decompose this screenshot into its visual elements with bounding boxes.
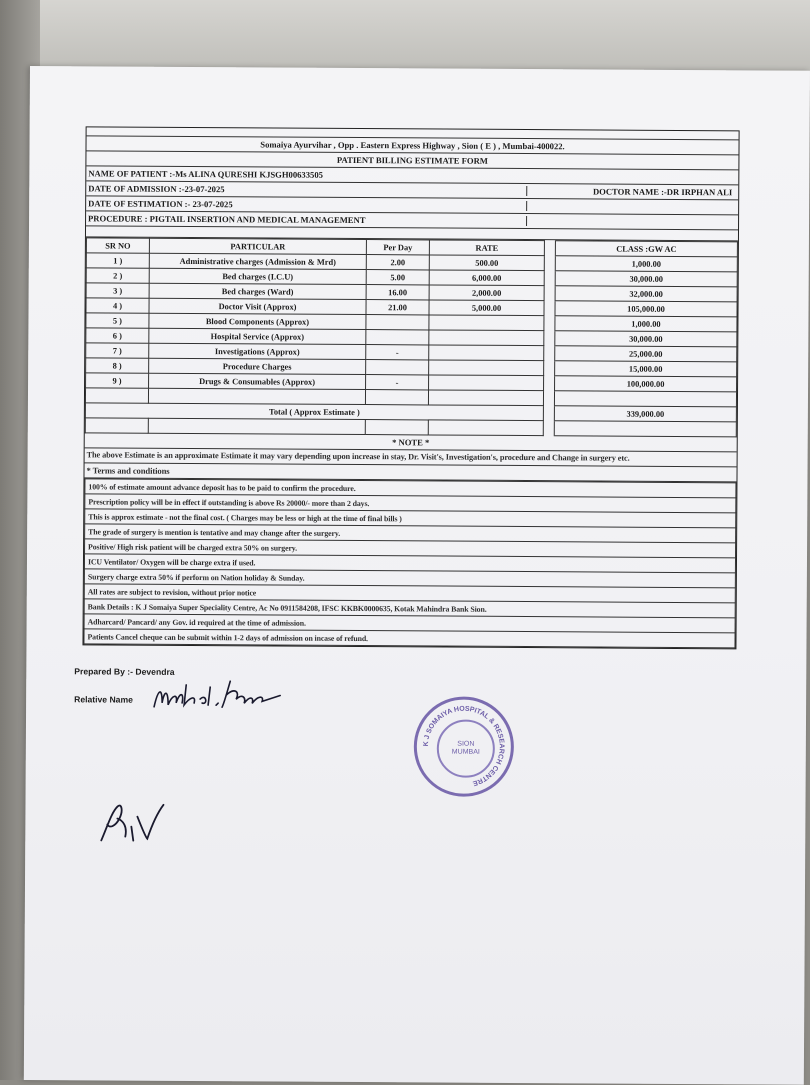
stamp-center [437, 719, 495, 777]
row-sr-no: 7 ) [86, 343, 149, 358]
row-per-day: 16.00 [366, 285, 429, 300]
row-particular: Doctor Visit (Approx) [149, 298, 366, 314]
relative-signature [150, 677, 290, 718]
row-particular: Administrative charges (Admission & Mrd) [149, 253, 366, 269]
terms-item: Surgery charge extra 50% if perform on Nation holiday & Sunday. [84, 569, 735, 588]
terms-item: Positive/ High risk patient will be charged extra 50% on surgery. [85, 539, 736, 558]
terms-item: This is approx estimate - not the final cost. ( Charges may be less or high at the time of final bills ) [85, 509, 736, 528]
gap-cell [544, 256, 555, 271]
doctor-name: DOCTOR NAME :-DR IRPHAN ALI [592, 186, 733, 198]
gap-cell [544, 316, 555, 331]
total-value: 339,000.00 [554, 406, 736, 422]
gap-cell [544, 346, 555, 361]
row-particular: Hospital Service (Approx) [149, 328, 366, 344]
row-per-day [366, 330, 429, 345]
row-rate [429, 330, 544, 346]
header-particular: PARTICULAR [149, 238, 366, 254]
row-particular: Bed charges (Ward) [149, 283, 366, 299]
terms-item: Adharcard/ Pancard/ any Gov. id required at the time of admission. [84, 614, 735, 633]
item-rows [86, 253, 738, 392]
row-per-day [366, 315, 429, 330]
row-amount: 25,000.00 [555, 346, 737, 362]
note-heading: * NOTE * [392, 437, 430, 448]
terms-item: Bank Details : K J Somaiya Super Speciality Centre, Ac No 0911584208, IFSC KKBK0000635, Kotak Mahindra Bank Sion. [84, 599, 735, 618]
row-rate: 5,000.00 [429, 300, 544, 316]
terms-item: Prescription policy will be in effect if outstanding is above Rs 20000/- more than 2 days. [85, 494, 736, 513]
gap-cell [544, 331, 555, 346]
gap-cell [544, 376, 555, 391]
gap-cell [544, 301, 555, 316]
blank-cell [527, 221, 738, 222]
row-per-day: - [366, 375, 429, 390]
row-sr-no: 1 ) [86, 253, 149, 268]
row-per-day: - [366, 345, 429, 360]
row-amount: 15,000.00 [555, 361, 737, 377]
row-particular: Investigations (Approx) [149, 343, 366, 359]
row-rate: 500.00 [429, 255, 544, 271]
note-text: The above Estimate is an approximate Estimate it may vary depending upon increase in stay, Dr. Visit's, Investigation's, procedure and Change in surgery etc. [85, 448, 737, 467]
gap-cell [543, 406, 554, 421]
row-per-day: 5.00 [366, 270, 429, 285]
row-rate: 2,000.00 [429, 285, 544, 301]
gap-cell [544, 361, 555, 376]
row-sr-no: 3 ) [86, 283, 149, 298]
row-rate [429, 315, 544, 331]
row-sr-no: 9 ) [86, 373, 149, 388]
patient-name: NAME OF PATIENT :-Ms ALINA QURESHI KJSGH00633505 [88, 168, 323, 180]
gap-cell [544, 241, 555, 256]
patient-signature [97, 796, 177, 846]
hospital-stamp [414, 696, 515, 797]
blank-cell [527, 206, 738, 207]
stamp-city-2: MUMBAI [451, 748, 480, 756]
total-label: Total ( Approx Estimate ) [85, 403, 543, 421]
terms-item: 100% of estimate amount advance deposit has to be paid to confirm the procedure. [85, 479, 736, 498]
row-amount: 30,000.00 [555, 331, 737, 347]
row-amount: 1,000.00 [555, 316, 737, 332]
terms-heading: * Terms and conditions [86, 465, 170, 476]
row-per-day [366, 360, 429, 375]
address-text: Somaiya Ayurvihar , Opp . Eastern Express Highway , Sion ( E ) , Mumbai-400022. [260, 139, 565, 152]
row-amount: 1,000.00 [555, 256, 737, 272]
row-sr-no: 5 ) [86, 313, 149, 328]
stamp-city-1: SION [457, 740, 475, 748]
date-of-estimation: DATE OF ESTIMATION :- 23-07-2025 [86, 198, 527, 211]
row-per-day: 2.00 [366, 255, 429, 270]
terms-item: Patients Cancel cheque can be submit within 1-2 days of admission on incase of refund. [84, 629, 735, 648]
terms-row [84, 629, 735, 648]
charges-table [85, 237, 738, 437]
row-sr-no: 6 ) [86, 328, 149, 343]
row-amount: 30,000.00 [555, 271, 737, 287]
row-sr-no: 4 ) [86, 298, 149, 313]
row-per-day: 21.00 [366, 300, 429, 315]
row-amount: 105,000.00 [555, 301, 737, 317]
terms-item: The grade of surgery is mention is tentative and may change after the surgery. [85, 524, 736, 543]
row-rate [429, 360, 544, 376]
terms-item: ICU Ventilator/ Oxygen will be charge extra if used. [84, 554, 735, 573]
row-particular: Procedure Charges [149, 358, 366, 374]
row-sr-no: 2 ) [86, 268, 149, 283]
stamp-ring-text: K J SOMAIYA HOSPITAL & RESEARCH CENTRE [422, 705, 505, 787]
relative-name-label: Relative Name [74, 694, 133, 705]
date-of-admission: DATE OF ADMISSION :-23-07-2025 [86, 183, 527, 196]
terms-table [83, 478, 736, 648]
header-per-day: Per Day [366, 240, 429, 255]
row-rate: 6,000.00 [429, 270, 544, 286]
paper-sheet [24, 66, 810, 1085]
billing-estimate-form [82, 126, 739, 649]
form-title: PATIENT BILLING ESTIMATE FORM [336, 154, 488, 166]
gap-cell [544, 286, 555, 301]
header-rate: RATE [429, 240, 544, 256]
header-class: CLASS :GW AC [555, 241, 737, 257]
row-amount: 100,000.00 [555, 376, 737, 392]
row-particular: Drugs & Consumables (Approx) [149, 373, 366, 389]
header-sr-no: SR NO [86, 238, 149, 253]
gap-cell [544, 271, 555, 286]
prepared-by: Prepared By :- Devendra [74, 666, 175, 677]
row-particular: Bed charges (I.C.U) [149, 268, 366, 284]
row-rate [429, 375, 544, 391]
row-sr-no: 8 ) [86, 358, 149, 373]
row-amount: 32,000.00 [555, 286, 737, 302]
row-rate [429, 345, 544, 361]
terms-item: All rates are subject to revision, without prior notice [84, 584, 735, 603]
row-particular: Blood Components (Approx) [149, 313, 366, 329]
procedure: PROCEDURE : PIGTAIL INSERTION AND MEDICAL MANAGEMENT [86, 213, 527, 226]
